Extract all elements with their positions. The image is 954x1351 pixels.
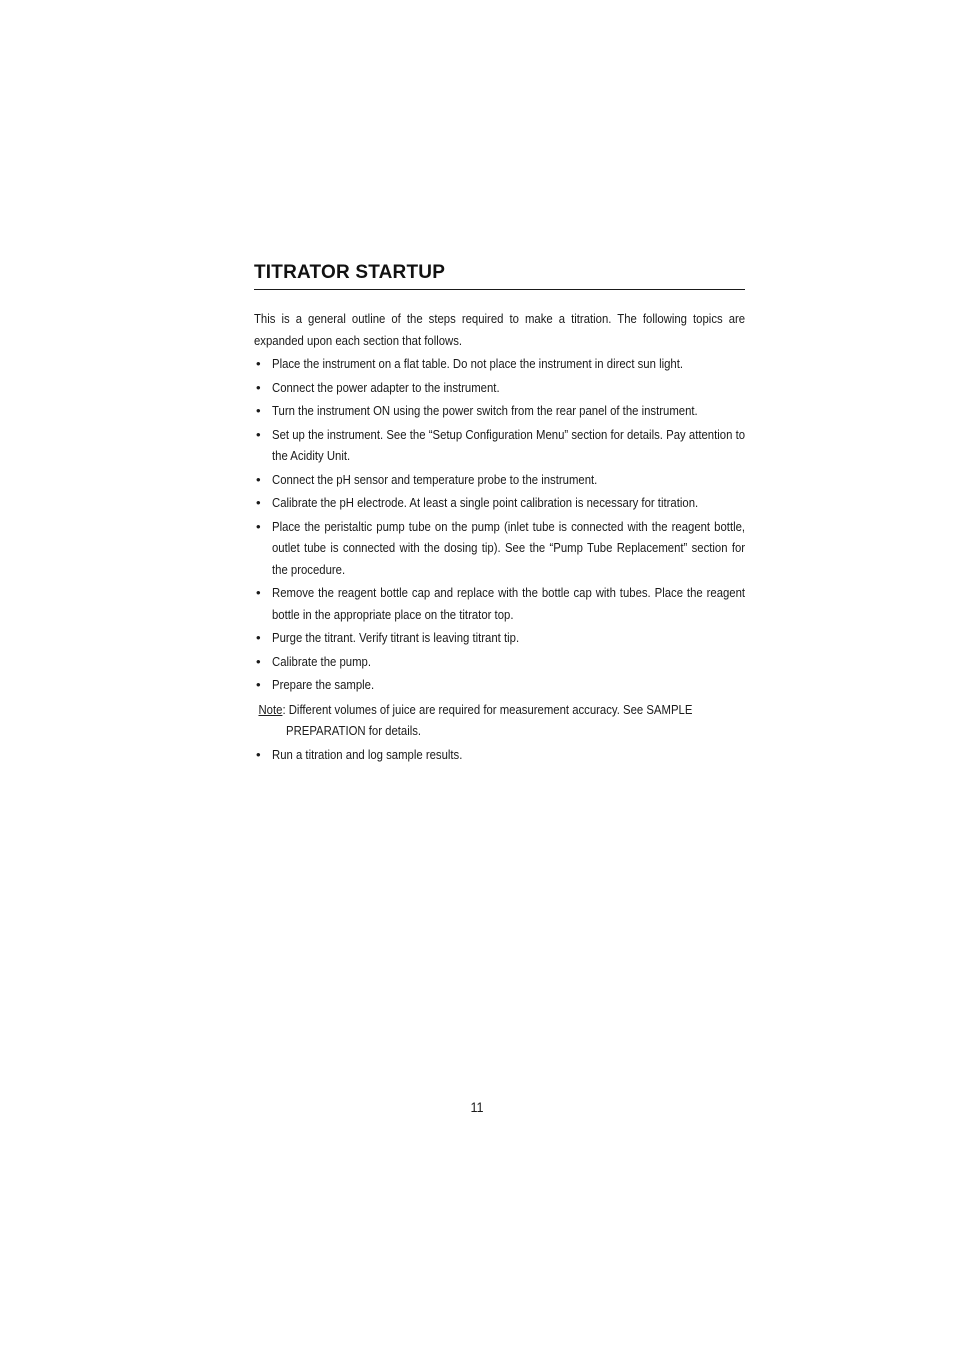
intro-paragraph: This is a general outline of the steps required to make a titration. The following topics are expanded upon each section that follows.: [254, 311, 746, 348]
step-text: Set up the instrument. See the “Setup Configuration Menu” section for details. Pay attention to the Acidity Unit.: [272, 426, 746, 463]
document-page: [254, 262, 745, 765]
bullet-icon: •: [256, 495, 261, 510]
step-text: Run a titration and log sample results.: [272, 746, 463, 762]
bullet-icon: •: [256, 403, 261, 418]
list-item: [254, 674, 745, 696]
step-text: Connect the pH sensor and temperature probe to the instrument.: [272, 471, 598, 487]
note-block: [254, 699, 745, 742]
list-item: [254, 353, 745, 375]
bullet-icon: •: [256, 356, 261, 371]
step-text: Connect the power adapter to the instrument.: [272, 379, 500, 395]
final-steps-list: [254, 744, 745, 766]
bullet-icon: •: [256, 379, 261, 395]
step-text: Place the peristaltic pump tube on the pump (inlet tube is connected with the reagent bottle, outlet tube is connected with the dosing tip). See the “Pump Tube Replacement” section for the procedure.: [272, 518, 746, 577]
list-item: [254, 424, 745, 467]
bullet-icon: •: [256, 630, 261, 645]
bullet-icon: •: [256, 653, 261, 669]
bullet-icon: •: [256, 585, 261, 600]
list-item: [254, 492, 745, 514]
note-label: Note: [258, 701, 283, 717]
list-item: [254, 744, 745, 766]
list-item: [254, 377, 745, 399]
note-content: [258, 699, 745, 742]
list-item: [254, 516, 745, 581]
list-item: [254, 469, 745, 491]
note-text: : Different volumes of juice are required for measurement accuracy. See SAMPLE PREPARATION for details.: [282, 701, 693, 738]
list-item: [254, 400, 745, 422]
page-number: 11: [470, 1099, 484, 1115]
bullet-icon: •: [256, 677, 261, 692]
bullet-icon: •: [256, 518, 261, 534]
list-item: [254, 582, 745, 625]
step-text: Place the instrument on a flat table. Do not place the instrument in direct sun light.: [272, 356, 684, 371]
steps-list: [254, 353, 745, 696]
section-title: TITRATOR STARTUP: [254, 262, 745, 290]
list-item: [254, 627, 745, 649]
bullet-icon: •: [256, 746, 261, 762]
step-text: Remove the reagent bottle cap and replace with the bottle cap with tubes. Place the reagent bottle in the appropriate place on the titrator top.: [272, 585, 746, 622]
bullet-icon: •: [256, 471, 261, 487]
step-text: Prepare the sample.: [272, 677, 375, 692]
step-text: Purge the titrant. Verify titrant is leaving titrant tip.: [272, 630, 520, 645]
list-item: [254, 651, 745, 673]
step-text: Calibrate the pH electrode. At least a single point calibration is necessary for titration.: [272, 495, 699, 510]
bullet-icon: •: [256, 426, 261, 442]
step-text: Turn the instrument ON using the power switch from the rear panel of the instrument.: [272, 403, 698, 418]
step-text: Calibrate the pump.: [272, 653, 371, 669]
